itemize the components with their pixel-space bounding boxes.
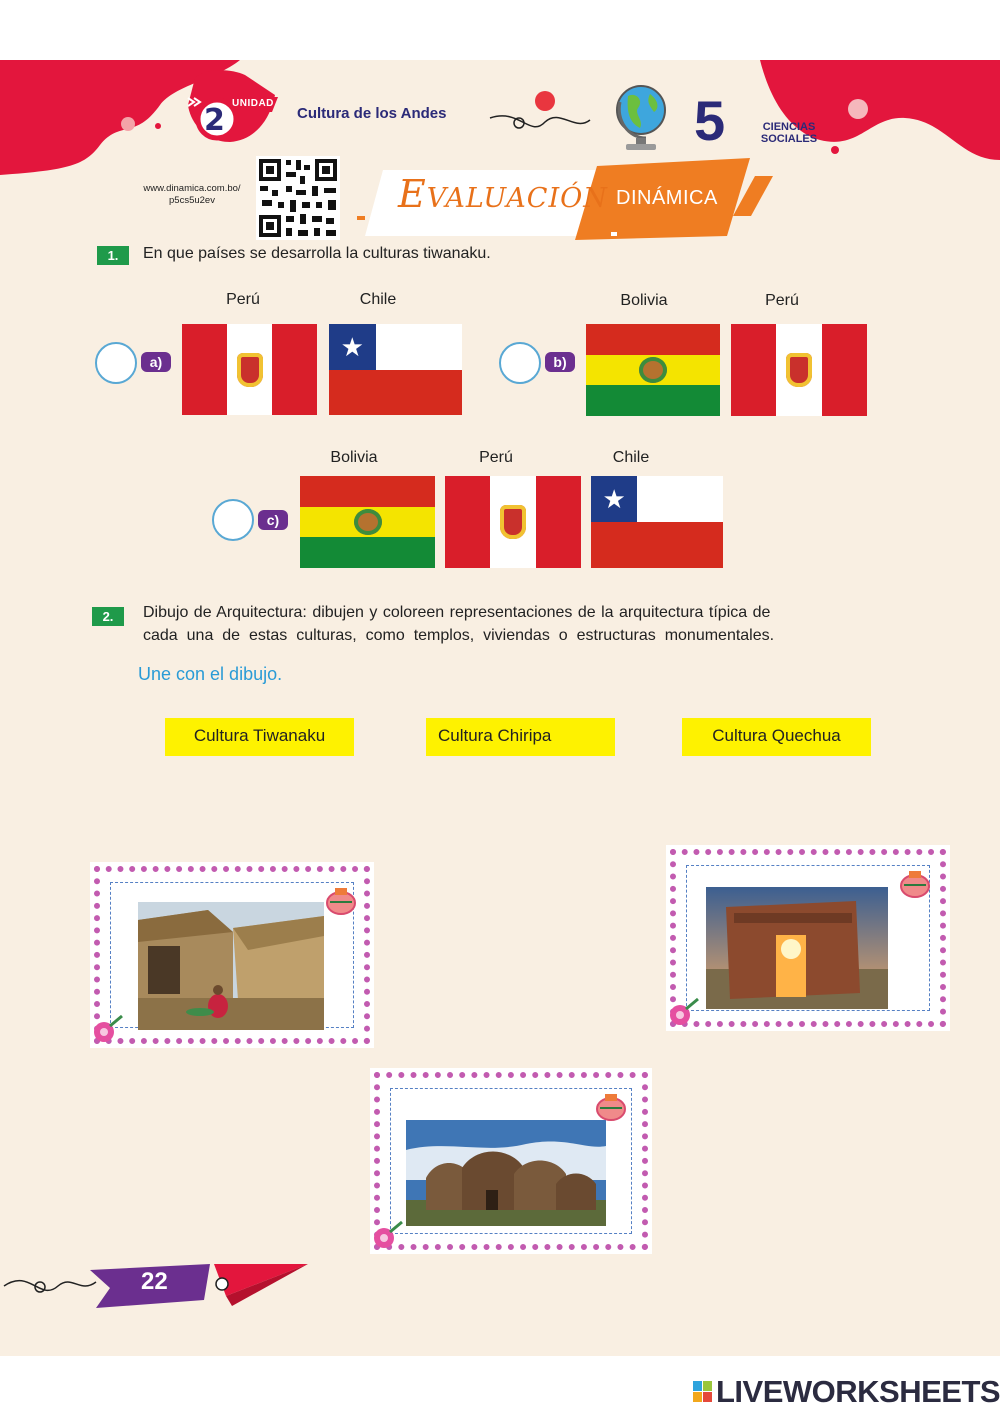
match-instruction: Une con el dibujo. (138, 664, 283, 684)
pottery-icon (594, 1090, 628, 1122)
question-1-text: En que países se desarrolla la culturas tiwanaku. (143, 245, 491, 262)
dinamica-label: DINÁMICA (616, 187, 718, 209)
pottery-icon (324, 884, 358, 916)
question-2-number: 2. (92, 607, 124, 626)
subject-label: CIENCIAS SOCIALES (760, 121, 818, 145)
chile-flag: ★ (591, 476, 723, 568)
qr-code-icon[interactable] (256, 156, 340, 240)
unit-number: 2 (204, 103, 225, 138)
flower-icon (666, 995, 700, 1031)
bolivia-flag (300, 476, 435, 568)
peru-flag (445, 476, 581, 568)
question-2-line-1: Dibujo de Arquitectura: dibujen y coloreen representaciones de la arquitectura típica de (143, 604, 771, 621)
option-c-flag-2-label: Perú (479, 449, 513, 466)
sun-gate-photo (706, 887, 888, 1009)
option-c-flag-3-label: Chile (612, 449, 650, 466)
peru-flag (731, 324, 867, 416)
liveworksheets-logo-icon (693, 1381, 713, 1403)
question-2-line-2: cada una de estas culturas, como templos, viviendas o estructuras monumentales. (143, 627, 775, 644)
culture-label-tiwanaku[interactable]: Cultura Tiwanaku (165, 718, 354, 756)
reed-houses-photo (138, 902, 324, 1030)
picture-frame-1[interactable] (90, 862, 374, 1048)
option-b-checkbox[interactable] (499, 342, 541, 384)
liveworksheets-brand[interactable]: LIVEWORKSHEETS (716, 1374, 1000, 1409)
worksheet-page (0, 60, 1000, 1356)
culture-label-chiripa[interactable]: Cultura Chiripa (426, 718, 615, 756)
evaluation-title: Evaluación (398, 172, 608, 216)
chile-flag: ★ (329, 324, 462, 415)
option-c-label: c) (258, 510, 288, 530)
picture-frame-2[interactable] (666, 845, 950, 1031)
option-b-label: b) (545, 352, 575, 372)
option-b-flag-1-label: Bolivia (620, 292, 668, 309)
option-b-flag-2-label: Perú (765, 292, 799, 309)
bolivia-flag (586, 324, 720, 416)
peru-flag (182, 324, 317, 415)
page-number: 22 (141, 1268, 168, 1295)
culture-label-quechua[interactable]: Cultura Quechua (682, 718, 871, 756)
option-c-flag-1-label: Bolivia (330, 449, 378, 466)
question-1-number: 1. (97, 246, 129, 265)
flower-icon (90, 1012, 124, 1048)
resource-url[interactable]: www.dinamica.com.bo/ p5cs5u2ev (143, 183, 241, 206)
globe-icon (610, 80, 668, 152)
grade-number: 5 (694, 89, 726, 152)
option-a-checkbox[interactable] (95, 342, 137, 384)
option-c-checkbox[interactable] (212, 499, 254, 541)
option-a-flag-2-label: Chile (359, 291, 397, 308)
unit-label: UNIDAD (232, 98, 274, 109)
round-houses-photo (406, 1120, 606, 1226)
option-a-flag-1-label: Perú (226, 291, 260, 308)
option-a-label: a) (141, 352, 171, 372)
pottery-icon (898, 867, 932, 899)
flower-icon (370, 1218, 404, 1254)
picture-frame-3[interactable] (370, 1068, 652, 1254)
header-title: Cultura de los Andes (297, 105, 447, 122)
